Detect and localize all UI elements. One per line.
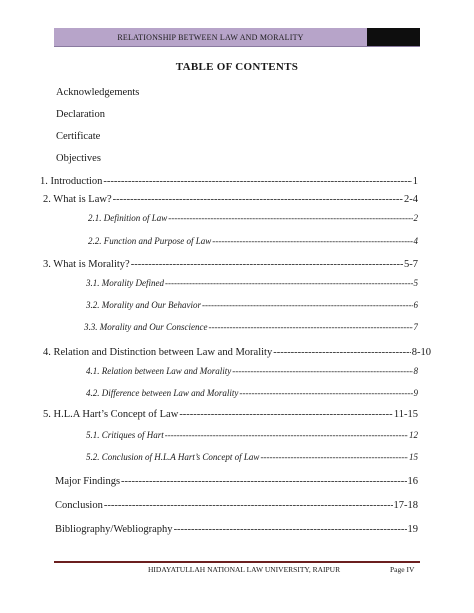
running-header-title: RELATIONSHIP BETWEEN LAW AND MORALITY	[54, 28, 367, 46]
toc-leader	[104, 499, 393, 513]
toc-entry-label: 4. Relation and Distinction between Law and Morality	[43, 347, 273, 358]
toc-heading: TABLE OF CONTENTS	[175, 61, 299, 73]
toc-entry-label: 3.2. Morality and Our Behavior	[86, 300, 201, 310]
toc-entry-page: 8-10	[411, 347, 431, 358]
toc-entry-definition-of-law	[88, 211, 418, 225]
toc-entry-label: Bibliography/Webliography	[55, 524, 173, 535]
toc-entry-label: Conclusion	[55, 500, 103, 511]
toc-entry-label: 5.2. Conclusion of H.L.A Hart’s Concept of Law	[86, 452, 260, 462]
toc-entry-label: 1. Introduction	[40, 176, 103, 187]
toc-entry-introduction	[40, 175, 418, 189]
toc-entry-label: 5. H.L.A Hart’s Concept of Law	[43, 409, 179, 420]
toc-entry-hart-concept	[43, 408, 418, 422]
toc-entry-function-of-law	[88, 234, 418, 248]
toc-leader	[121, 475, 406, 489]
toc-leader	[179, 408, 393, 422]
toc-leader	[239, 386, 412, 400]
toc-prelim-objectives: Objectives	[56, 153, 101, 164]
toc-entry-page: 15	[409, 452, 418, 462]
toc-entry-major-findings	[55, 475, 418, 489]
toc-entry-page: 4	[413, 236, 418, 246]
toc-leader	[273, 346, 411, 360]
toc-leader	[212, 234, 412, 248]
toc-entry-page: 9	[413, 388, 418, 398]
footer-page-number: Page IV	[390, 565, 415, 574]
toc-leader	[165, 428, 408, 442]
toc-prelim-declaration: Declaration	[56, 109, 105, 120]
toc-entry-page: 16	[407, 476, 418, 487]
toc-leader	[103, 175, 411, 189]
toc-entry-label: 3.3. Morality and Our Conscience	[84, 322, 208, 332]
toc-entry-what-is-morality	[43, 258, 418, 272]
toc-entry-relation-law-morality	[86, 364, 418, 378]
toc-entry-page: 12	[409, 430, 418, 440]
toc-entry-label: 3. What is Morality?	[43, 259, 130, 270]
toc-entry-morality-defined	[86, 276, 418, 290]
toc-entry-page: 17-18	[393, 500, 418, 511]
toc-leader	[260, 450, 408, 464]
toc-entry-bibliography	[55, 523, 418, 537]
toc-entry-page: 7	[413, 322, 418, 332]
toc-entry-difference-law-morality	[86, 386, 418, 400]
toc-entry-relation-distinction	[43, 346, 431, 360]
toc-entry-conclusion-of-hart	[86, 450, 418, 464]
toc-entry-page: 5	[413, 278, 418, 288]
toc-entry-morality-conscience	[84, 320, 418, 334]
toc-leader	[232, 364, 412, 378]
toc-entry-label: Major Findings	[55, 476, 121, 487]
toc-entry-page: 6	[413, 300, 418, 310]
toc-leader	[208, 320, 412, 334]
toc-entry-label: 4.1. Relation between Law and Morality	[86, 366, 232, 376]
toc-entry-label: 2.2. Function and Purpose of Law	[88, 236, 212, 246]
toc-prelim-acknowledgements: Acknowledgements	[56, 87, 140, 98]
toc-entry-critiques-of-hart	[86, 428, 418, 442]
toc-entry-morality-behavior	[86, 298, 418, 312]
toc-entry-page: 1	[412, 176, 418, 187]
toc-entry-label: 5.1. Critiques of Hart	[86, 430, 164, 440]
toc-entry-label: 2. What is Law?	[43, 194, 112, 205]
toc-leader	[165, 276, 413, 290]
toc-entry-conclusion	[55, 499, 418, 513]
toc-entry-page: 5-7	[404, 259, 418, 270]
toc-leader	[113, 193, 403, 207]
running-header-block	[367, 28, 420, 46]
toc-leader	[131, 258, 403, 272]
toc-leader	[168, 211, 412, 225]
toc-leader	[174, 523, 407, 537]
footer-rule	[54, 561, 420, 563]
toc-leader	[202, 298, 413, 312]
toc-entry-page: 2	[413, 213, 418, 223]
toc-entry-what-is-law	[43, 193, 418, 207]
toc-entry-page: 2-4	[404, 194, 418, 205]
running-header	[54, 28, 420, 47]
toc-entry-page: 19	[407, 524, 418, 535]
toc-entry-label: 3.1. Morality Defined	[86, 278, 164, 288]
toc-entry-label: 4.2. Difference between Law and Morality	[86, 388, 239, 398]
toc-entry-page: 11-15	[393, 409, 418, 420]
toc-prelim-certificate: Certificate	[56, 131, 101, 142]
toc-entry-page: 8	[413, 366, 418, 376]
footer-university: HIDAYATULLAH NATIONAL LAW UNIVERSITY, RAIPUR	[148, 565, 341, 574]
toc-entry-label: 2.1. Definition of Law	[88, 213, 168, 223]
